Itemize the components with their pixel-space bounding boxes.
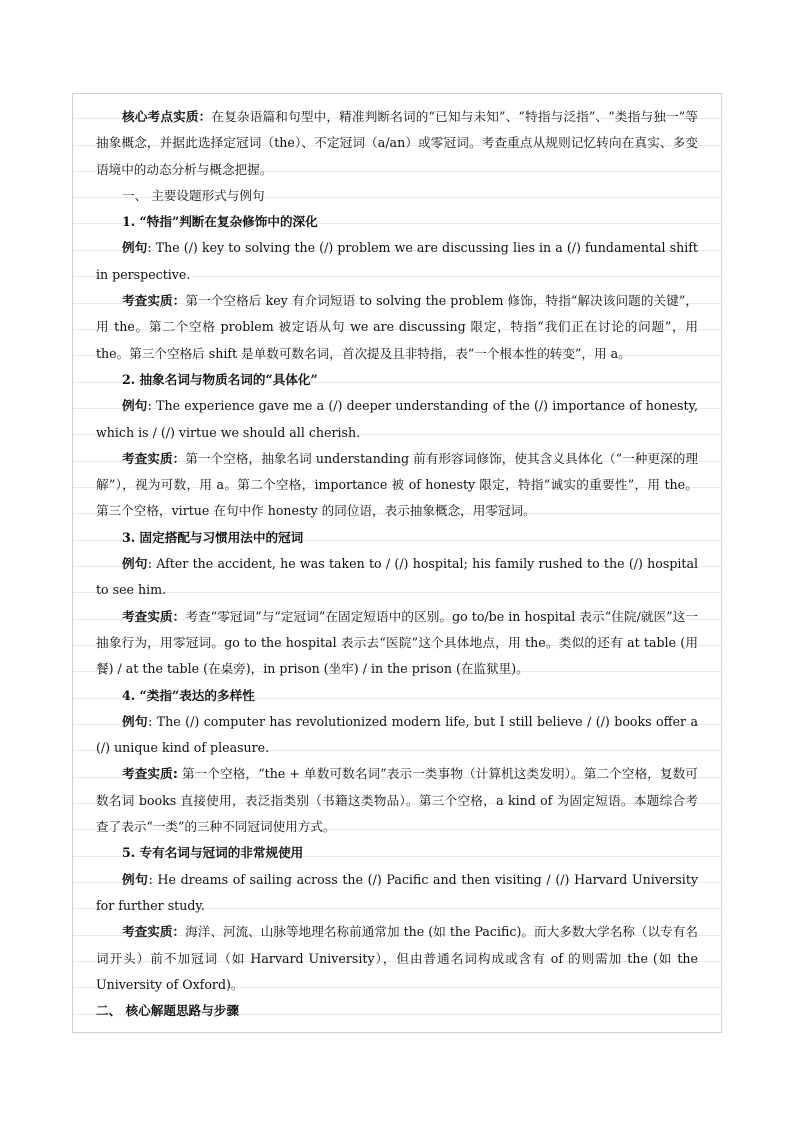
label: 考查实质： xyxy=(122,608,186,624)
paragraph-text: : The experience gave me a (/) deeper understanding of the (/) importance of honesty, which is / (/) virtue we should all cherish. xyxy=(96,398,698,440)
paragraph-text: : The (/) computer has revolutionized modern life, but I still believe / (/) books offer a (/) unique kind of pleasure. xyxy=(96,713,699,756)
label: 例句 xyxy=(122,240,148,256)
label: 例句 xyxy=(122,713,149,729)
section-heading xyxy=(96,998,698,1024)
subsection-heading xyxy=(96,683,698,709)
example-sentence xyxy=(96,867,698,920)
heading-text: 4. “类指”表达的多样性 xyxy=(122,687,255,703)
example-sentence xyxy=(96,393,698,446)
paragraph-text: 第一个空格后 key 有介词短语 to solving the problem 修饰，特指“解决该问题的关键”，用 the。第二个空格 problem 被定语从句 we are discussing 限定，特指“我们正在讨论的问题”，用 the。第三个空格后 shift 是单数可数名词，首次提及且非特指，表“一个根本性的转变”，用 a。 xyxy=(96,293,699,361)
paragraph-text: 海洋、河流、山脉等地理名称前通常加 the (如 the Pacific)。而大多数大学名称（以专有名词开头）前不加冠词（如 Harvard University），但由普通名词构成或含有 of 的则需加 the (如 the University of Oxford)。 xyxy=(96,924,698,992)
summary-paragraph xyxy=(96,104,698,183)
subsection-heading xyxy=(96,840,698,866)
example-sentence xyxy=(96,551,698,604)
document-body xyxy=(96,104,698,1024)
label: 考查实质: xyxy=(122,766,178,782)
example-sentence xyxy=(96,709,698,762)
section-heading xyxy=(96,183,698,209)
subsection-heading xyxy=(96,367,698,393)
label: 例句 xyxy=(122,871,149,887)
subsection-heading xyxy=(96,525,698,551)
heading-text: 一、 主要设题形式与例句 xyxy=(122,187,265,203)
example-sentence xyxy=(96,235,698,288)
label: 例句 xyxy=(122,556,148,572)
analysis-paragraph xyxy=(96,761,698,840)
paragraph-text: : The (/) key to solving the (/) problem we are discussing lies in a (/) fundamental shift in perspective. xyxy=(96,240,698,282)
heading-text: 二、 核心解题思路与步骤 xyxy=(96,1003,239,1019)
label: 例句 xyxy=(122,398,148,414)
heading-text: 5. 专有名词与冠词的非常规使用 xyxy=(122,845,304,861)
paragraph-text: 第一个空格，抽象名词 understanding 前有形容词修饰，使其含义具体化（“一种更深的理解”），视为可数，用 a。第二个空格，importance 被 of honesty 限定，特指“诚实的重要性”，用 the。第三个空格，virtue 在句中作 honesty 的同位语，表示抽象概念，用零冠词。 xyxy=(96,450,698,519)
paragraph-text: : He dreams of sailing across the (/) Pacific and then visiting / (/) Harvard University for further study. xyxy=(96,871,699,913)
label: 考查实质： xyxy=(122,450,186,466)
paragraph-text: 第一个空格，“the + 单数可数名词”表示一类事物（计算机这类发明）。第二个空格，复数可数名词 books 直接使用，表泛指类别（书籍这类物品）。第三个空格，a kind of 为固定短语。本题综合考查了表示“一类”的三种不同冠词使用方式。 xyxy=(96,766,698,835)
label: 考查实质： xyxy=(122,924,186,940)
heading-text: 1. “特指”判断在复杂修饰中的深化 xyxy=(122,214,318,230)
subsection-heading xyxy=(96,209,698,235)
analysis-paragraph xyxy=(96,446,698,525)
heading-text: 3. 固定搭配与习惯用法中的冠词 xyxy=(122,529,304,545)
paragraph-text: 在复杂语篇和句型中，精准判断名词的“已知与未知”、“特指与泛指”、“类指与独一”等抽象概念，并据此选择定冠词（the）、不定冠词（a/an）或零冠词。考查重点从规则记忆转向在真实、多变语境中的动态分析与概念把握。 xyxy=(96,109,699,177)
paragraph-text: : After the accident, he was taken to / (/) hospital; his family rushed to the (/) hospital to see him. xyxy=(96,556,699,598)
paragraph-text: 考查“零冠词”与“定冠词”在固定短语中的区别。go to/be in hospital 表示“住院/就医”这一抽象行为，用零冠词。go to the hospital 表示去“医院”这个具体地点，用 the。类似的还有 at table (用餐) / at the table (在桌旁)，in prison (坐牢) / in the prison (在监狱里)。 xyxy=(96,608,698,677)
label: 核心考点实质： xyxy=(122,109,212,124)
heading-text: 2. 抽象名词与物质名词的“具体化” xyxy=(122,371,318,387)
label: 考查实质： xyxy=(122,293,186,309)
analysis-paragraph xyxy=(96,919,698,998)
analysis-paragraph xyxy=(96,288,698,367)
analysis-paragraph xyxy=(96,604,698,683)
